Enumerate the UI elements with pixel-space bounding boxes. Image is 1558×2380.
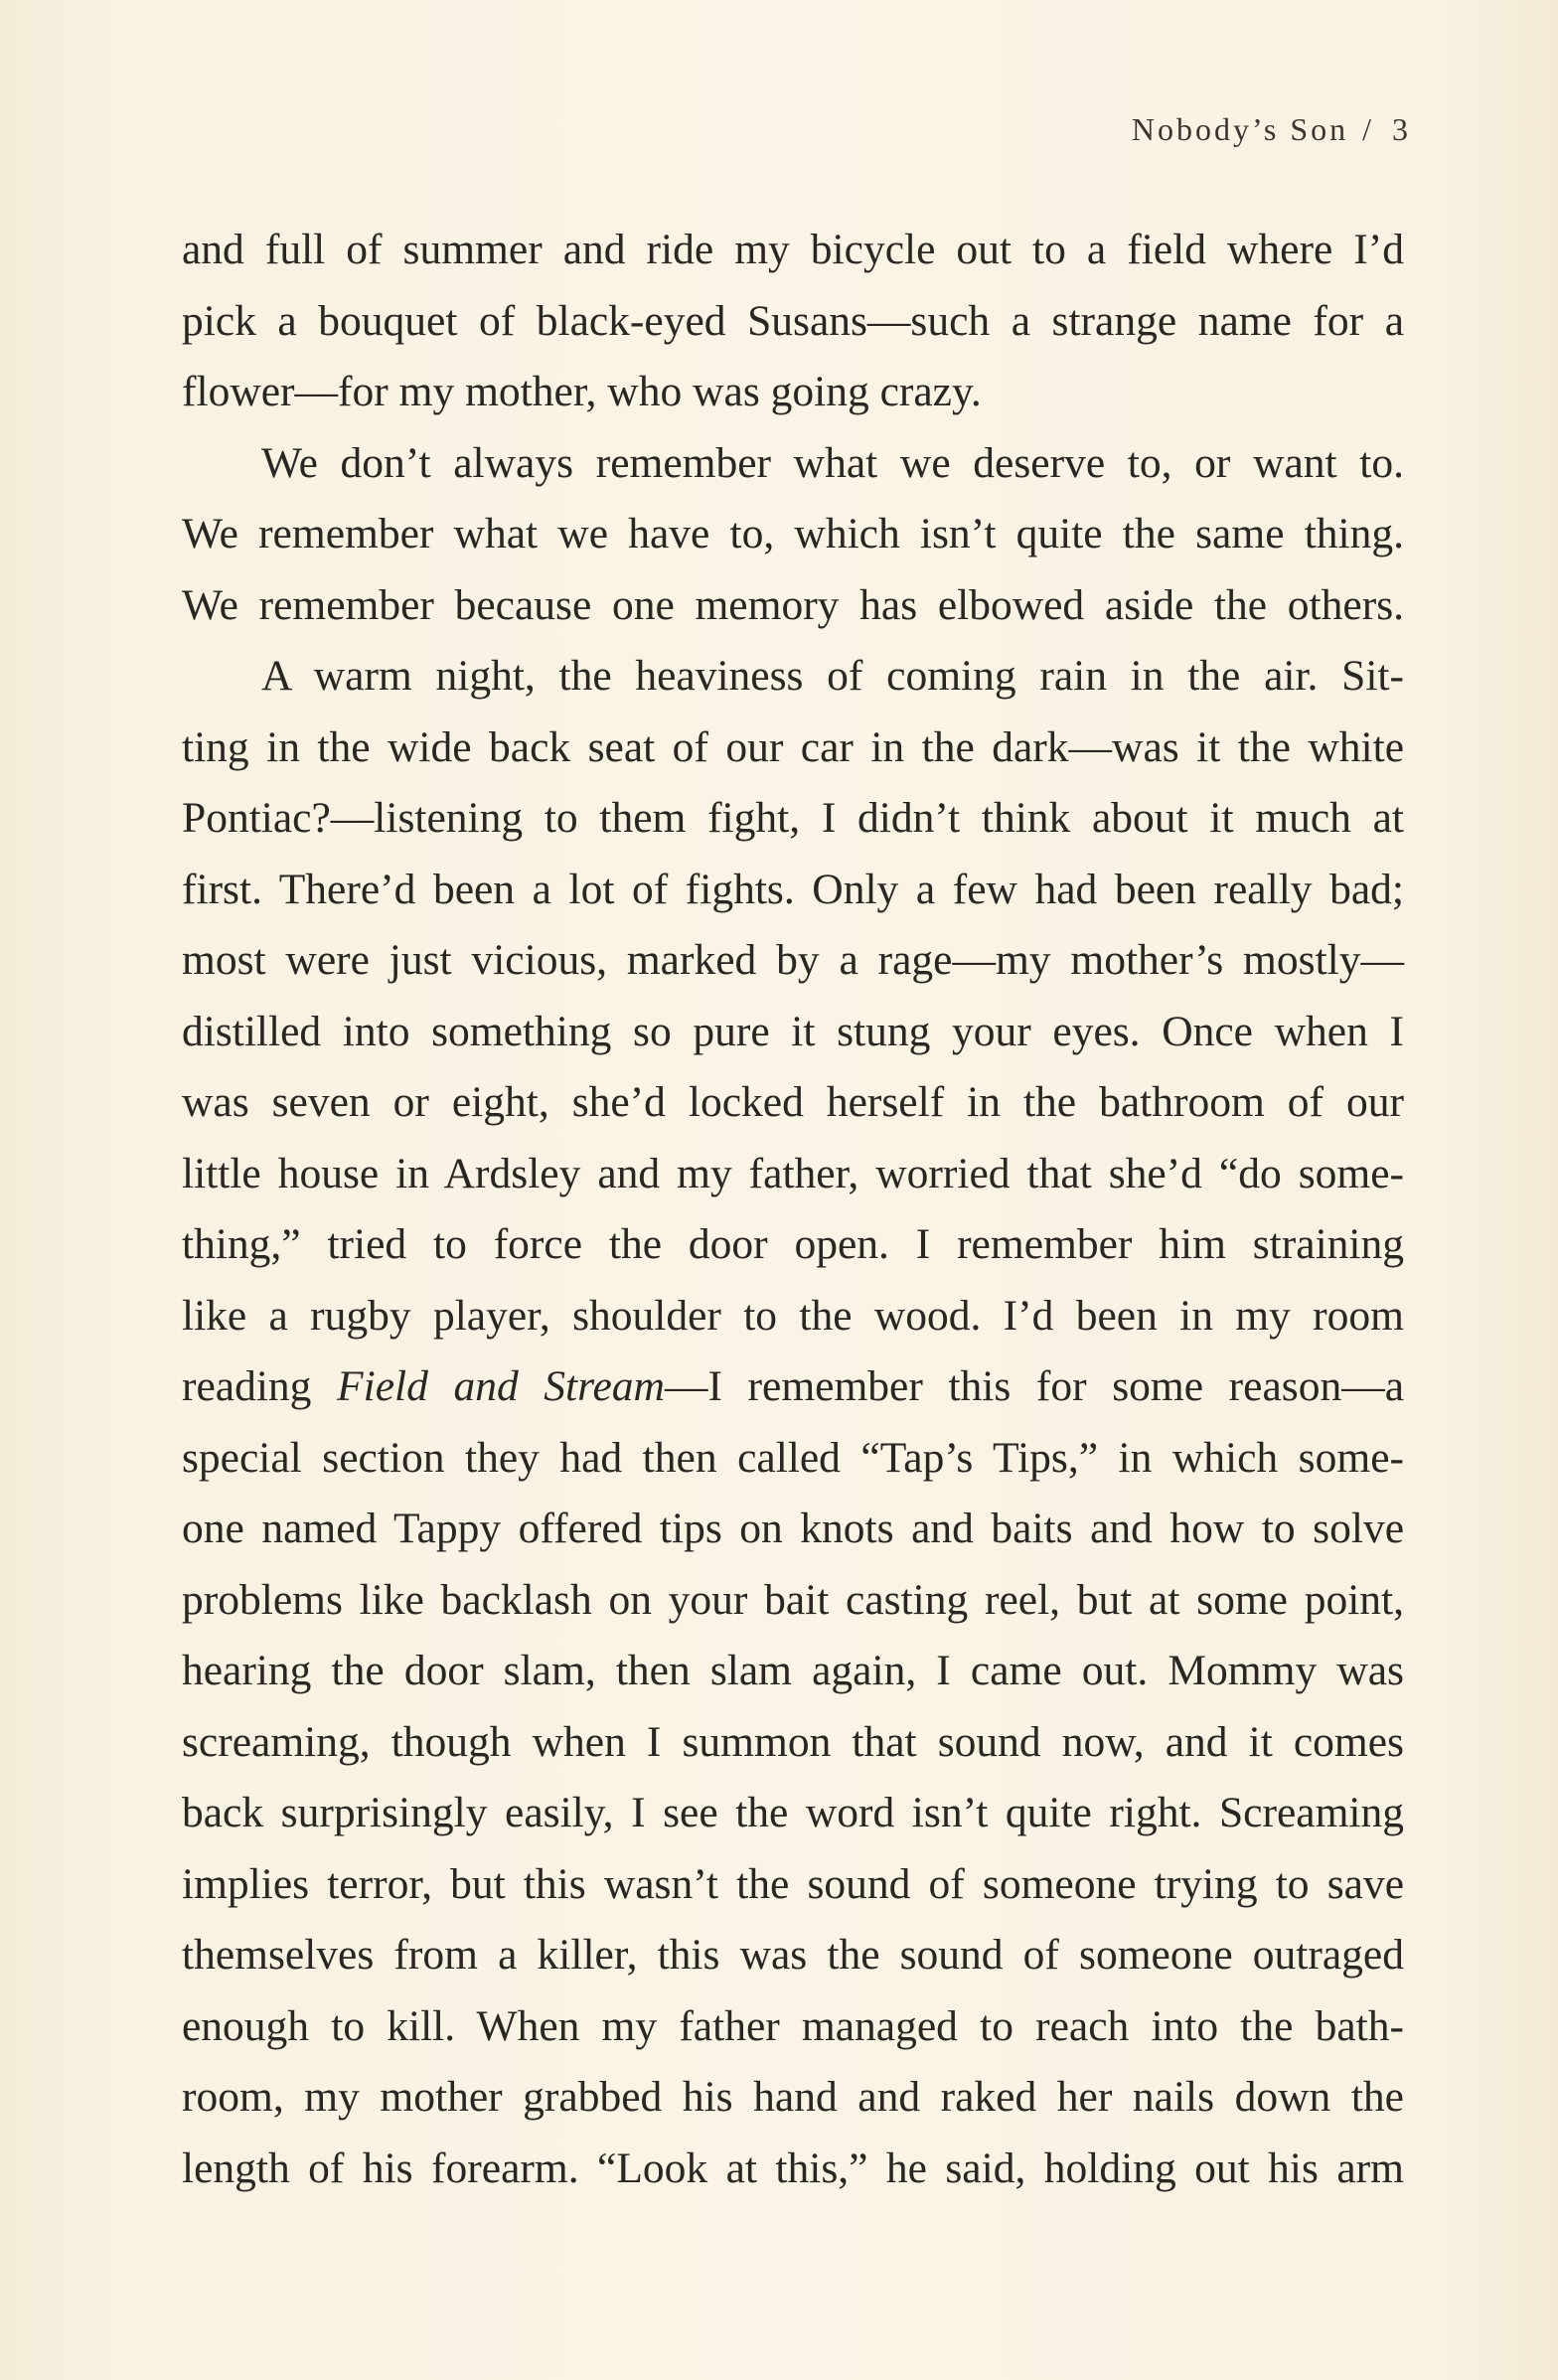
text-line: flower—for my mother, who was going crazy. bbox=[182, 368, 982, 415]
text-line: and full of summer and ride my bicycle out to a field where I’d bbox=[182, 226, 1404, 273]
text-line: room, my mother grabbed his hand and raked her nails down the bbox=[182, 2073, 1404, 2121]
text-line: A warm night, the heaviness of coming rain in the air. Sit- bbox=[261, 652, 1404, 700]
page-number: 3 bbox=[1392, 111, 1411, 147]
text-line: hearing the door slam, then slam again, I came out. Mommy was bbox=[182, 1647, 1404, 1694]
text-line: ting in the wide back seat of our car in the dark—was it the white bbox=[182, 722, 1404, 771]
text-line: screaming, though when I summon that sound now, and it comes bbox=[182, 1717, 1404, 1766]
header-separator: / bbox=[1362, 111, 1374, 147]
text-line: problems like backlash on your bait casting reel, but at some point, bbox=[182, 1575, 1404, 1624]
text-line: back surprisingly easily, I see the word isn’t quite right. Screaming bbox=[182, 1789, 1404, 1836]
text-segment: reading bbox=[182, 1362, 338, 1410]
text-line: was seven or eight, she’d locked herself in the bathroom of our bbox=[182, 1078, 1404, 1126]
text-line: special section they had then called “Tap’s Tips,” in which some- bbox=[182, 1433, 1404, 1482]
text-line: We don’t always remember what we deserve to, or want to. bbox=[261, 438, 1404, 487]
italic-magazine-title: Field and Stream bbox=[337, 1362, 665, 1410]
body-text bbox=[182, 215, 1404, 2204]
text-line: one named Tappy offered tips on knots and baits and how to solve bbox=[182, 1505, 1404, 1552]
text-line: little house in Ardsley and my father, worried that she’d “do some- bbox=[182, 1149, 1404, 1197]
text-line: distilled into something so pure it stung your eyes. Once when I bbox=[182, 1007, 1404, 1055]
text-line: most were just vicious, marked by a rage—my mother’s mostly— bbox=[182, 936, 1404, 984]
text-line: first. There’d been a lot of fights. Only a few had been really bad; bbox=[182, 865, 1404, 913]
text-line: thing,” tried to force the door open. I remember him straining bbox=[182, 1220, 1404, 1268]
text-line: themselves from a killer, this was the sound of someone outraged bbox=[182, 1931, 1404, 1979]
text-line: We remember because one memory has elbowed aside the others. bbox=[182, 580, 1404, 629]
text-line: pick a bouquet of black-eyed Susans—such a strange name for a bbox=[182, 296, 1404, 345]
text-line: We remember what we have to, which isn’t quite the same thing. bbox=[182, 510, 1404, 557]
text-line-with-italic-title bbox=[182, 1351, 1404, 1423]
text-line: Pontiac?—listening to them fight, I didn’t think about it much at bbox=[182, 794, 1404, 842]
text-line: enough to kill. When my father managed to reach into the bath- bbox=[182, 2001, 1404, 2050]
book-title: Nobody’s Son bbox=[1131, 111, 1349, 147]
running-head bbox=[1132, 111, 1411, 148]
text-line: like a rugby player, shoulder to the wood. I’d been in my room bbox=[182, 1291, 1404, 1340]
text-segment: —I remember this for some reason—a bbox=[664, 1362, 1405, 1410]
text-line: length of his forearm. “Look at this,” he said, holding out his arm bbox=[182, 2143, 1404, 2192]
text-line: implies terror, but this wasn’t the sound of someone trying to save bbox=[182, 1859, 1404, 1908]
